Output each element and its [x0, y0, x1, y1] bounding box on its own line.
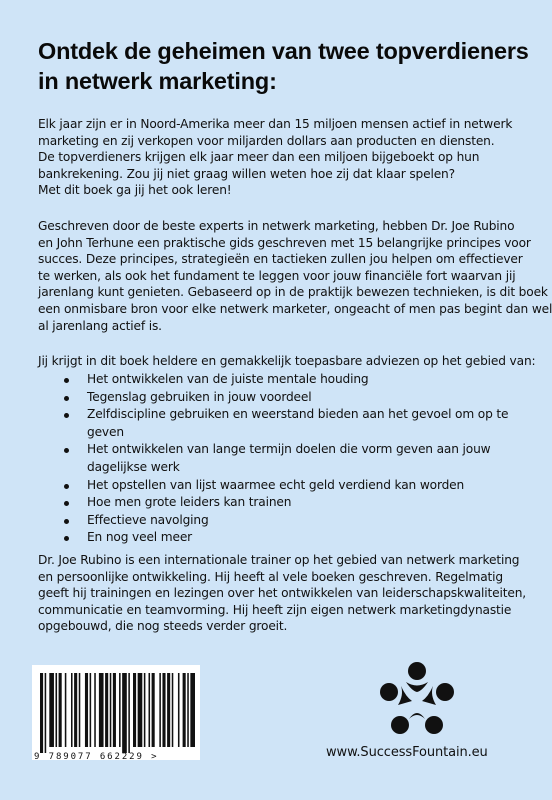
bullets-intro: Jij krijgt in dit boek heldere en gemakkelijk toepasbare adviezen op het gebied van: — [38, 354, 536, 368]
list-item-text: Het ontwikkelen van de juiste mentale houding — [87, 372, 369, 386]
bullet-icon — [64, 413, 69, 418]
barcode-bar — [152, 673, 155, 747]
barcode-bar — [99, 673, 104, 747]
list-item-text: Het opstellen van lijst waarmee echt geld verdiend kan worden — [87, 477, 465, 492]
barcode-bar — [90, 673, 92, 747]
barcode-bar — [45, 673, 47, 753]
list-item-text: Tegenslag gebruiken in jouw voordeel — [87, 389, 312, 404]
paragraph-line: communicatie en teamvorming. Hij heeft zijn eigen netwerk marketingdynastie — [38, 602, 512, 617]
list-item — [64, 406, 544, 441]
bullet-icon — [64, 484, 69, 489]
barcode-bar — [133, 673, 136, 747]
barcode-bar — [85, 673, 88, 747]
barcode-bar — [113, 673, 116, 747]
bullet-icon — [64, 396, 69, 401]
barcode-bar — [122, 673, 127, 753]
barcode-bar — [162, 673, 165, 747]
advice-list — [64, 371, 544, 547]
paragraph-line: Geschreven door de beste experts in netwerk marketing, hebben Dr. Joe Rubino — [38, 219, 515, 233]
paragraph-line: te werken, als ook het fundament te leggen voor jouw financiële fort waarvan jij — [38, 268, 516, 283]
bullet-icon — [64, 536, 69, 541]
bullet-icon — [64, 378, 69, 383]
paragraph-line: bankrekening. Zou jij niet graag willen weten hoe zij dat klaar spelen? — [38, 166, 455, 181]
barcode-bar — [49, 673, 54, 747]
list-item — [64, 512, 544, 530]
paragraph-line: al jarenlang actief is. — [38, 318, 162, 333]
flower-dots-logo-icon — [378, 661, 456, 739]
barcode-bar — [40, 673, 43, 753]
barcode-bar — [79, 673, 81, 747]
bullet-icon — [64, 448, 69, 453]
barcode-bar — [144, 673, 146, 747]
title-line-1: Ontdek de geheimen van twee topverdieners — [38, 38, 529, 64]
intro-paragraph — [38, 116, 548, 199]
paragraph-line: Met dit boek ga jij het ook leren! — [38, 183, 232, 198]
list-item-text: Effectieve navolging — [87, 512, 209, 527]
list-item — [64, 494, 544, 512]
barcode-bar — [167, 673, 170, 747]
paragraph-line: marketing en zij verkopen voor miljarden dollars aan producten en diensten. — [38, 133, 495, 148]
list-item-text: Het ontwikkelen van lange termijn doelen die vorm geven aan jouw dagelijkse werk — [87, 442, 491, 474]
barcode-bar — [94, 673, 96, 747]
title-line-2: in netwerk marketing: — [38, 68, 277, 94]
barcode-bar — [105, 673, 108, 747]
barcode-bar — [74, 673, 77, 747]
barcode-bar — [187, 673, 189, 747]
list-item-text: Hoe men grote leiders kan trainen — [87, 495, 292, 510]
list-item — [64, 389, 544, 407]
isbn-barcode-icon — [32, 665, 200, 760]
paragraph-line: een onmisbare bron voor elke netwerk marketer, ongeacht of men pas begint dan wel — [38, 301, 552, 316]
author-bio-paragraph — [38, 552, 548, 635]
paragraph-line: succes. Deze principes, strategieën en tactieken zullen jou helpen om effectiever — [38, 252, 523, 267]
list-item — [64, 529, 544, 547]
paragraph-line: jarenlang kunt genieten. Gebaseerd op in de praktijk bewezen technieken, is dit boek — [38, 285, 548, 300]
barcode-bar — [110, 673, 112, 747]
paragraph-line: opgebouwd, die nog steeds verder groeit. — [38, 619, 288, 634]
barcode-bar — [65, 673, 67, 747]
barcode-bar — [172, 673, 174, 747]
barcode-bar — [138, 673, 143, 747]
paragraph-line: en persoonlijke ontwikkeling. Hij heeft al vele boeken geschreven. Regelmatig — [38, 569, 503, 584]
barcode-bar — [59, 673, 62, 747]
paragraph-line: Dr. Joe Rubino is een internationale trainer op het gebied van netwerk marketing — [38, 553, 520, 567]
barcode-bar — [190, 673, 195, 747]
paragraph-line: en John Terhune een praktische gids geschreven met 15 belangrijke principes voor — [38, 235, 531, 250]
list-item — [64, 371, 544, 389]
list-item-text: Zelfdiscipline gebruiken en weerstand bieden aan het gevoel om op te geven — [87, 407, 509, 439]
page-title — [38, 36, 538, 96]
isbn-number: 9 789077 662229 > — [34, 752, 159, 762]
barcode-bar — [183, 673, 186, 747]
barcode-bars — [32, 665, 200, 753]
list-item — [64, 441, 544, 476]
website-url: www.SuccessFountain.eu — [326, 745, 488, 760]
barcode-bar — [56, 673, 58, 747]
bullet-icon — [64, 501, 69, 506]
paragraph-line: Elk jaar zijn er in Noord-Amerika meer dan 15 miljoen mensen actief in netwerk — [38, 117, 513, 131]
barcode-bar — [159, 673, 161, 747]
barcode-bar — [149, 673, 151, 747]
paragraph-line: geeft hij trainingen en lezingen over het ontwikkelen van leiderschapskwaliteiten, — [38, 586, 526, 601]
barcode-bar — [71, 673, 73, 747]
barcode-bar — [178, 673, 180, 747]
list-item-text: En nog veel meer — [87, 530, 193, 545]
list-item — [64, 477, 544, 495]
barcode-bar — [119, 673, 121, 747]
authors-paragraph — [38, 218, 552, 334]
barcode-bar — [128, 673, 130, 753]
bullet-icon — [64, 519, 69, 524]
paragraph-line: De topverdieners krijgen elk jaar meer dan een miljoen bijgeboekt op hun — [38, 150, 480, 165]
